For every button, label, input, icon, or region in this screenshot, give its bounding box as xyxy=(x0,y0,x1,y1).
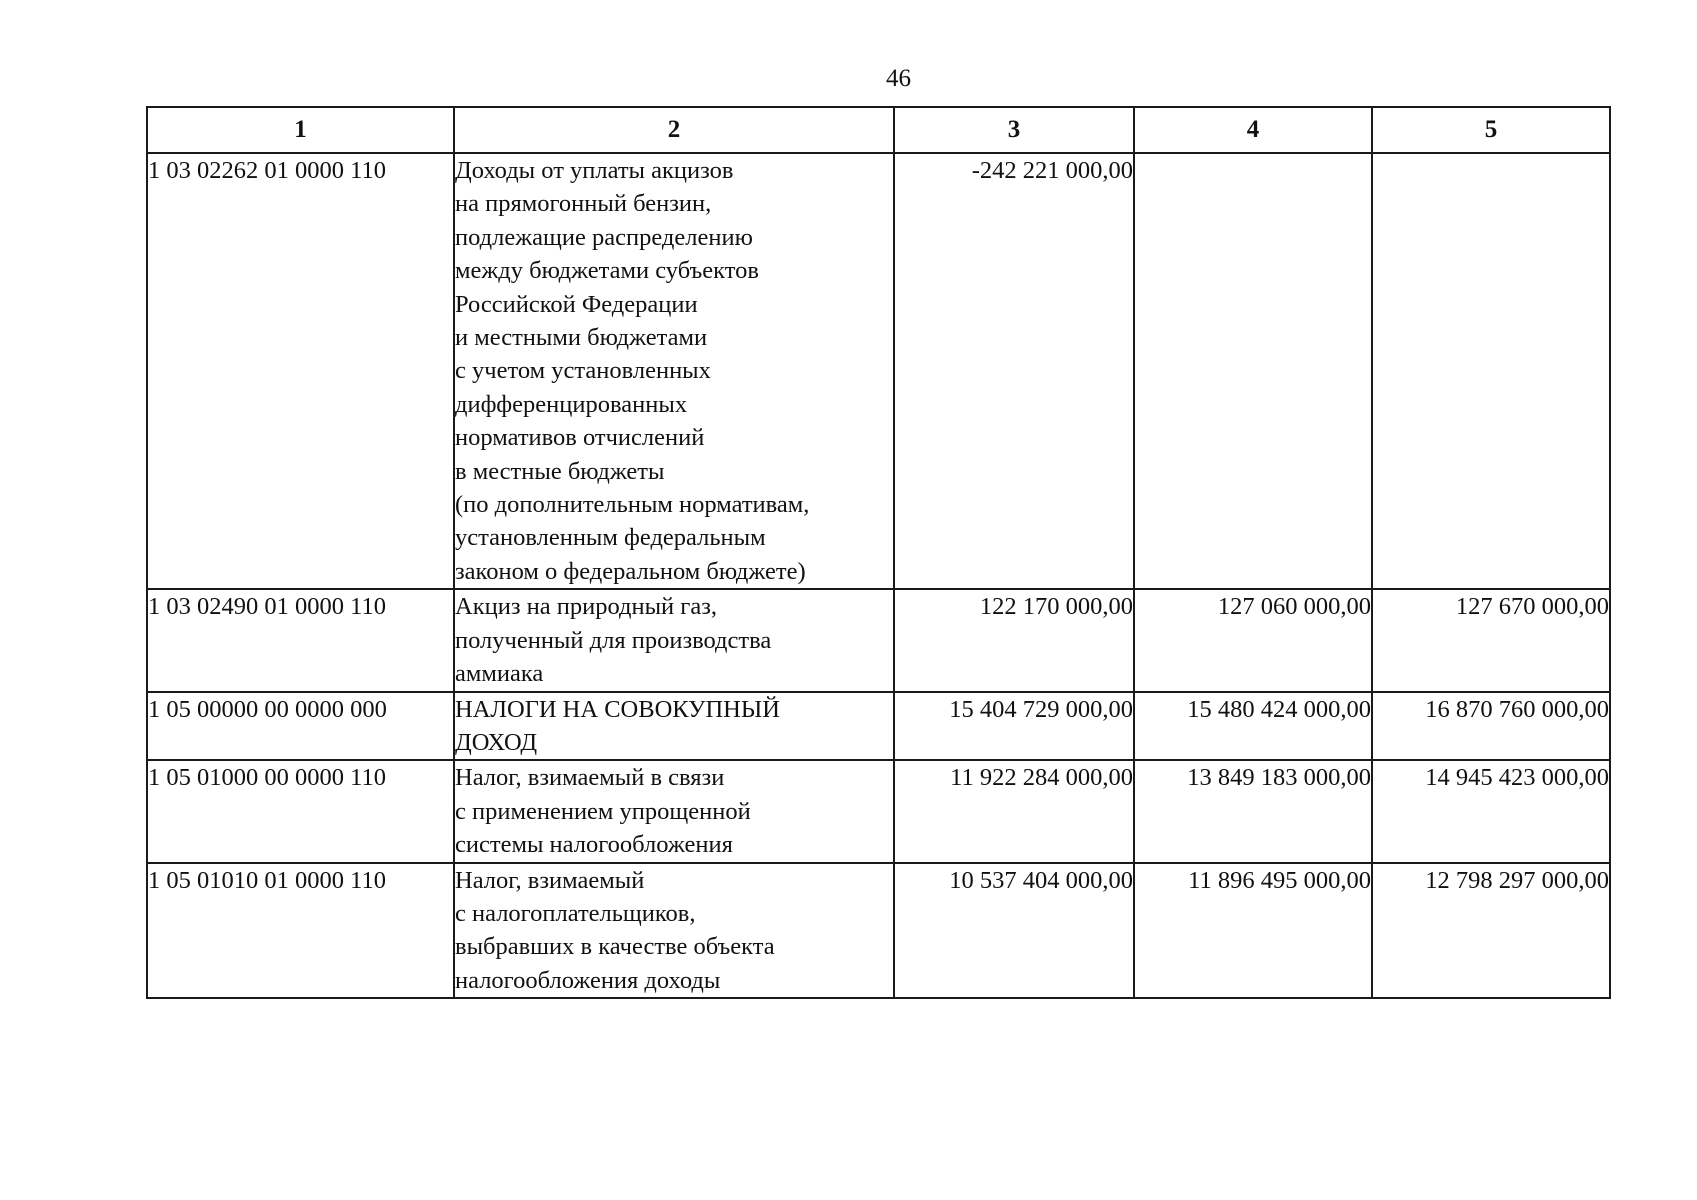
revenue-name-cell xyxy=(454,692,894,761)
revenue-name-cell xyxy=(454,760,894,862)
amount-col4-cell xyxy=(1134,153,1372,589)
revenue-code-cell: 1 05 01010 01 0000 110 xyxy=(147,863,454,999)
revenue-name-line: установленным федеральным xyxy=(455,524,766,552)
column-header-1: 1 xyxy=(147,107,454,153)
revenue-name-line: законом о федеральном бюджете) xyxy=(455,557,806,585)
page-number: 46 xyxy=(886,65,911,92)
revenue-code-cell: 1 05 00000 00 0000 000 xyxy=(147,692,454,761)
revenue-name-line: Налог, взимаемый в связи xyxy=(455,764,725,792)
amount-col3-cell: 15 404 729 000,00 xyxy=(894,692,1134,761)
revenue-name-cell xyxy=(454,589,894,691)
revenue-code-cell: 1 05 01000 00 0000 110 xyxy=(147,760,454,862)
table-row xyxy=(147,863,1610,999)
revenue-name-line: с применением упрощенной xyxy=(455,797,751,825)
table-row xyxy=(147,760,1610,862)
amount-col5-cell: 127 670 000,00 xyxy=(1372,589,1610,691)
column-header-5: 5 xyxy=(1372,107,1610,153)
revenue-name-line: на прямогонный бензин, xyxy=(455,190,712,218)
revenue-name-line: выбравших в качестве объекта xyxy=(455,933,775,961)
amount-col3-cell: 122 170 000,00 xyxy=(894,589,1134,691)
revenue-name-line: Доходы от уплаты акцизов xyxy=(455,157,734,184)
amount-col4-cell: 13 849 183 000,00 xyxy=(1134,760,1372,862)
revenue-name-line: с учетом установленных xyxy=(455,357,711,385)
amount-col5-cell: 14 945 423 000,00 xyxy=(1372,760,1610,862)
budget-revenue-table xyxy=(146,106,1611,999)
revenue-name-line: нормативов отчислений xyxy=(455,424,705,452)
revenue-name-line: ДОХОД xyxy=(455,728,538,756)
revenue-code-cell: 1 03 02262 01 0000 110 xyxy=(147,153,454,589)
amount-col4-cell: 127 060 000,00 xyxy=(1134,589,1372,691)
revenue-name-line: (по дополнительным нормативам, xyxy=(455,491,810,519)
revenue-name-line: дифференцированных xyxy=(455,390,688,418)
amount-col3-cell: -242 221 000,00 xyxy=(894,153,1134,589)
revenue-name-line: налогообложения доходы xyxy=(455,966,721,994)
column-header-2: 2 xyxy=(454,107,894,153)
column-header-3: 3 xyxy=(894,107,1134,153)
amount-col4-cell: 11 896 495 000,00 xyxy=(1134,863,1372,999)
revenue-name-line: в местные бюджеты xyxy=(455,457,665,485)
amount-col5-cell: 16 870 760 000,00 xyxy=(1372,692,1610,761)
column-header-4: 4 xyxy=(1134,107,1372,153)
amount-col4-cell: 15 480 424 000,00 xyxy=(1134,692,1372,761)
revenue-name-line: полученный для производства xyxy=(455,626,772,654)
table-row xyxy=(147,692,1610,761)
table-row xyxy=(147,589,1610,691)
revenue-name-line: системы налогообложения xyxy=(455,831,733,859)
revenue-name-line: Акциз на природный газ, xyxy=(455,593,717,621)
amount-col5-cell xyxy=(1372,153,1610,589)
revenue-name-line: и местными бюджетами xyxy=(455,324,708,352)
revenue-name-line: Российской Федерации xyxy=(455,290,698,318)
table-row xyxy=(147,153,1610,589)
revenue-name-line: подлежащие распределению xyxy=(455,223,753,251)
amount-col3-cell: 11 922 284 000,00 xyxy=(894,760,1134,862)
revenue-name-line: между бюджетами субъектов xyxy=(455,257,759,285)
revenue-code-cell: 1 03 02490 01 0000 110 xyxy=(147,589,454,691)
revenue-name-line: с налогоплательщиков, xyxy=(455,899,696,927)
revenue-name-line: аммиака xyxy=(455,660,544,688)
revenue-name-line: Налог, взимаемый xyxy=(455,866,645,894)
amount-col3-cell: 10 537 404 000,00 xyxy=(894,863,1134,999)
table-header-row xyxy=(147,107,1610,153)
revenue-name-cell xyxy=(454,153,894,589)
revenue-name-cell xyxy=(454,863,894,999)
amount-col5-cell: 12 798 297 000,00 xyxy=(1372,863,1610,999)
revenue-name-line: НАЛОГИ НА СОВОКУПНЫЙ xyxy=(455,695,780,723)
